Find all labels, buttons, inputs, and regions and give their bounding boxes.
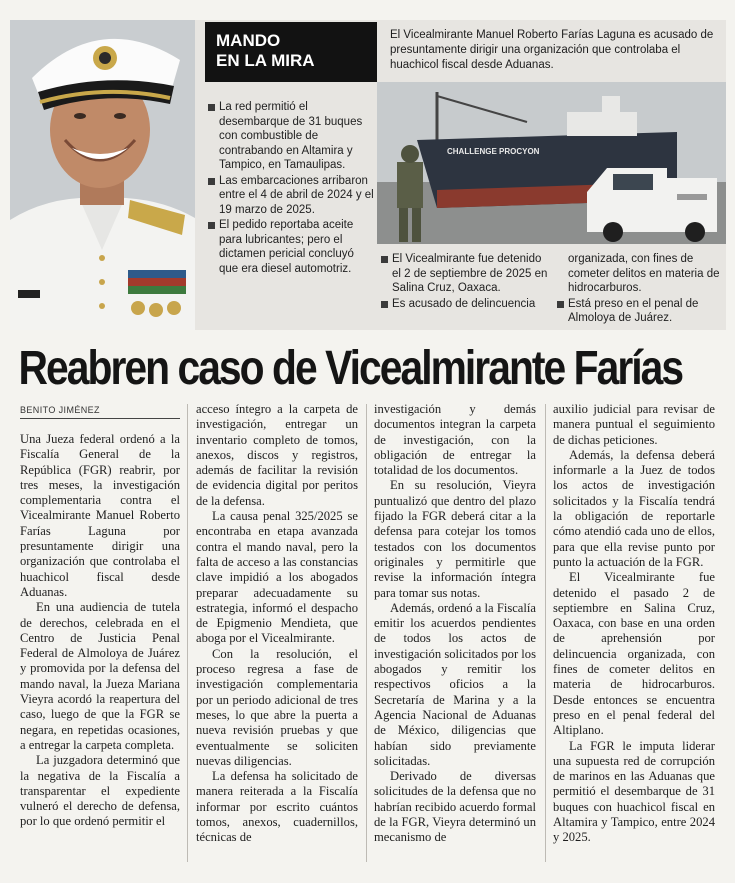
paragraph: auxilio judicial para revisar de manera puntual el seguimiento de dichas peticiones. bbox=[553, 402, 715, 447]
paragraph: En una audiencia de tutela de derechos, celebrada en el Centro de Justicia Penal Federal de Almoloya de Juárez y promovida por la defensa del mando naval, la Jueza Mariana Vieyra acordó la reapertura del caso, luego de que la FGR se negara, en repetidas ocasiones, a entregar la carpeta completa. bbox=[20, 600, 180, 752]
bullet-item: El Vicealmirante fue detenido el 2 de septiembre de 2025 en Salina Cruz, Oaxaca. bbox=[381, 252, 551, 296]
article-column-3 bbox=[374, 402, 536, 852]
bullet-item: Es acusado de delincuencia bbox=[381, 297, 551, 312]
article-headline: Reabren caso de Vicealmirante Farías bbox=[18, 342, 683, 395]
paragraph: Con la resolución, el proceso regresa a fase de investigación complementaria por un periodo adicional de tres meses, lo que abre la puerta a nueva revisión pruebas y que eventualmente se soliciten nuevas diligencias. bbox=[196, 646, 358, 768]
paragraph: La defensa ha solicitado de manera reiterada a la Fiscalía informar por escrito cuántos tomos, anexos, cuadernillos, técnicas de bbox=[196, 769, 358, 845]
bullet-item: El pedido reportaba aceite para lubricantes; pero el dictamen pericial concluyó que era diesel automotriz. bbox=[208, 218, 376, 276]
infographic-bullets-left bbox=[208, 100, 376, 277]
kicker-line-1: MANDO bbox=[216, 31, 281, 50]
paragraph: investigación y demás documentos integran la carpeta de investigación, con la obligación de entregar la totalidad de los documentos. bbox=[374, 402, 536, 478]
infographic-panel bbox=[10, 20, 726, 330]
kicker-line-2: EN LA MIRA bbox=[216, 51, 315, 70]
paragraph: La causa penal 325/2025 se encontraba en etapa avanzada contra el mando naval, pero la falta de acceso a las constancias clave impidió a los abogados preparar adecuadamente su estrategia, informó el despacho de Epigmenio Mendieta, que aboga por el Vicealmirante. bbox=[196, 509, 358, 646]
bullet-continuation: organizada, con fines de cometer delitos en materia de hidrocarburos. bbox=[568, 253, 720, 294]
article-column-4 bbox=[553, 402, 715, 852]
article-column-2 bbox=[196, 402, 358, 852]
column-divider bbox=[545, 404, 546, 862]
vice-admiral-photo bbox=[10, 20, 195, 330]
tanker-ship-photo bbox=[377, 82, 726, 244]
ship-name-label: CHALLENGE PROCYON bbox=[447, 147, 540, 156]
infographic-deck: El Vicealmirante Manuel Roberto Farías Laguna es acusado de presuntamente dirigir una organización que controlaba el huachicol fiscal desde Aduanas. bbox=[390, 29, 714, 71]
paragraph: Además, ordenó a la Fiscalía emitir los acuerdos pendientes de todos los actos de investigación solicitados por los abogados y remitir los respectivos oficios a la Secretaría de Marina y a la Agencia Nacional de Aduanas de México, diligencias que habían sido previamente solicitadas. bbox=[374, 600, 536, 768]
column-divider bbox=[187, 404, 188, 862]
paragraph: La juzgadora determinó que la negativa de la Fiscalía a transparentar el expediente vulneró el derecho de defensa, por lo que ordenó permitir el bbox=[20, 753, 180, 829]
paragraph: En su resolución, Vieyra puntualizó que dentro del plazo fijado la FGR deberá citar a la defensa para cotejar los tomos testados con los documentos originales y permitirle que revise la información íntegra para tomar sus notas. bbox=[374, 478, 536, 600]
paragraph: Derivado de diversas solicitudes de la defensa que no habrían recibido acuerdo formal de la FGR, Vieyra determinó un mecanismo de bbox=[374, 769, 536, 845]
bullet-item: Las embarcaciones arribaron entre el 4 de abril de 2024 y el 19 marzo de 2025. bbox=[208, 174, 376, 218]
paragraph: La FGR le imputa liderar una supuesta red de corrupción de marinos en las Aduanas que permitió el desembarque de 31 buques con huachicol fiscal en Altamira y Tampico, entre 2024 y 2025. bbox=[553, 738, 715, 845]
bullet-item: La red permitió el desembarque de 31 buques con combustible de contrabando en Altamira y Tampico, en Tamaulipas. bbox=[208, 100, 376, 173]
article-byline: BENITO JIMÉNEZ bbox=[20, 405, 180, 419]
paragraph: El Vicealmirante fue detenido el pasado 2 de septiembre en Salina Cruz, Oaxaca, con base en una orden de aprehensión por delincuencia organizada, con fines de cometer delitos en materia de hidrocarburos. Desde entonces se encuentra preso en el penal federal del Altiplano. bbox=[553, 570, 715, 738]
bullet-item: Está preso en el penal de Almoloya de Juárez. bbox=[557, 297, 725, 326]
vice-admiral-portrait-illustration bbox=[10, 20, 195, 330]
paragraph: Una Jueza federal ordenó a la Fiscalía General de la República (FGR) reabrir, por tres meses, la investigación complementaria contra el Vicealmirante Manuel Roberto Farías Laguna por presuntamente dirigir una organización que controlaba el huachicol fiscal desde Aduanas. bbox=[20, 432, 180, 599]
paragraph: acceso íntegro a la carpeta de investigación, entregar un inventario completo de tomos, anexos, discos y registros, además de facilitar la revisión de evidencia digital por peritos de la defensa. bbox=[196, 402, 358, 508]
infographic-bullets-right bbox=[557, 252, 725, 327]
paragraph: Además, la defensa deberá informarle a la Juez de todos los actos de investigación solicitados y la Fiscalía tendrá la obligación de reportarle cómo atendió cada uno de ellos, para que ella revise punto por punto la actuación de la FGR. bbox=[553, 447, 715, 569]
article-column-1 bbox=[20, 432, 180, 882]
section-kicker bbox=[205, 22, 377, 82]
column-divider bbox=[366, 404, 367, 862]
infographic-bullets-middle bbox=[381, 252, 551, 312]
tanker-ship-illustration bbox=[377, 82, 726, 244]
